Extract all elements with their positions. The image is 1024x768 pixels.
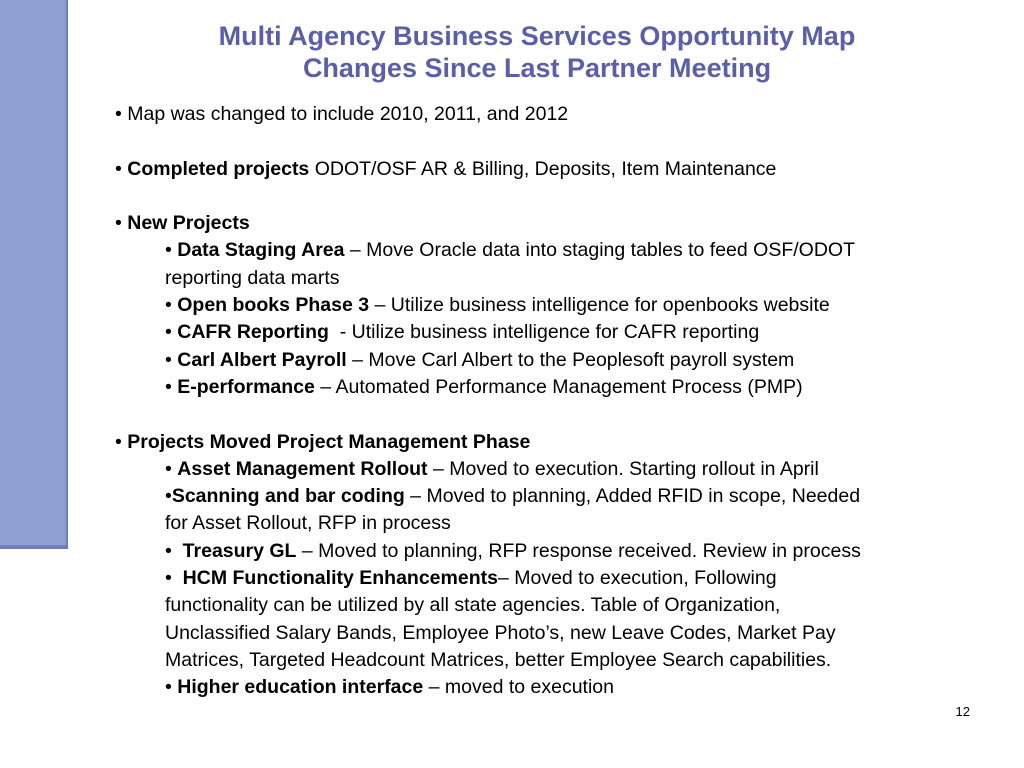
title-line-1: Multi Agency Business Services Opportunity Map [218, 21, 856, 51]
bullet-label: Higher education interface [177, 676, 424, 699]
sub-bullet-e-performance [115, 374, 995, 401]
bullet-text: ODOT/OSF AR & Billing, Deposits, Item Maintenance [309, 157, 777, 180]
bullet-glyph: • [165, 485, 172, 508]
sub-bullet-open-books [115, 292, 995, 319]
bullet-label: Carl Albert Payroll [177, 348, 347, 371]
bullet-glyph: • [165, 239, 178, 262]
bullet-text: – Move Carl Albert to the Peoplesoft payroll system [346, 348, 795, 371]
sub-bullet-higher-education [115, 674, 995, 701]
sub-bullet-hcm-cont-1: functionality can be utilized by all state agencies. Table of Organization, [165, 594, 781, 617]
slide-title [100, 20, 974, 84]
bullet-text: – Automated Performance Management Process (PMP) [314, 375, 803, 398]
bullet-glyph: • [115, 157, 128, 180]
bullet-label: Asset Management Rollout [177, 457, 428, 480]
sub-bullet-scanning-cont: for Asset Rollout, RFP in process [165, 512, 451, 535]
sub-bullet-hcm-cont-2: Unclassified Salary Bands, Employee Photo’s, new Leave Codes, Market Pay [165, 621, 836, 644]
bullet-label: Scanning and bar coding [171, 485, 405, 508]
bullet-glyph: • [165, 321, 178, 344]
bullet-text: – Move Oracle data into staging tables to feed OSF/ODOT [344, 239, 855, 262]
bullet-projects-moved [115, 429, 995, 456]
bullet-glyph: • [115, 212, 128, 235]
bullet-text: – moved to execution [423, 676, 615, 699]
sub-bullet-treasury-gl [115, 538, 995, 565]
bullet-new-projects [115, 210, 995, 237]
side-accent-bar [0, 0, 68, 545]
sub-bullet-hcm-cont-3: Matrices, Targeted Headcount Matrices, better Employee Search capabilities. [165, 648, 832, 671]
bullet-map-change: • Map was changed to include 2010, 2011, and 2012 [115, 103, 569, 125]
bullet-glyph: • [165, 294, 178, 317]
bullet-text: – Moved to planning, Added RFID in scope, Needed [404, 485, 861, 508]
spacer [115, 401, 995, 428]
bullet-label: E-performance [177, 375, 315, 398]
bullet-glyph: • [165, 457, 178, 480]
side-accent-line [66, 0, 68, 549]
bullet-glyph: • [115, 430, 128, 453]
bullet-glyph: • [165, 567, 183, 590]
bullet-glyph: • [165, 375, 178, 398]
bullet-glyph: • [165, 539, 183, 562]
spacer [115, 128, 995, 155]
bullet-label: CAFR Reporting [177, 321, 329, 344]
slide-content [115, 101, 995, 702]
bullet-label: Completed projects [127, 157, 310, 180]
bullet-completed-projects [115, 156, 995, 183]
bullet-glyph: • [165, 676, 178, 699]
sub-bullet-asset-management [115, 456, 995, 483]
bullet-text: – Utilize business intelligence for openbooks website [369, 294, 830, 317]
page-number: 12 [955, 704, 970, 719]
bullet-text: – Moved to planning, RFP response received. Review in process [296, 539, 861, 562]
sub-bullet-data-staging [115, 237, 995, 264]
spacer [115, 183, 995, 210]
bullet-glyph: • [165, 348, 178, 371]
side-accent-edge [0, 545, 68, 549]
sub-bullet-carl-albert [115, 347, 995, 374]
bullet-text: – Moved to execution. Starting rollout in April [427, 457, 819, 480]
sub-bullet-cafr [115, 319, 995, 346]
bullet-label: New Projects [127, 212, 250, 235]
bullet-label: Treasury GL [182, 539, 297, 562]
bullet-text: - Utilize business intelligence for CAFR reporting [328, 321, 760, 344]
title-line-2: Changes Since Last Partner Meeting [302, 53, 772, 83]
bullet-text: – Moved to execution, Following [497, 567, 777, 590]
bullet-label: HCM Functionality Enhancements [182, 567, 498, 590]
sub-bullet-data-staging-cont: reporting data marts [165, 266, 340, 289]
bullet-label: Open books Phase 3 [177, 294, 370, 317]
sub-bullet-hcm [115, 565, 995, 592]
bullet-label: Data Staging Area [177, 239, 345, 262]
bullet-label: Projects Moved Project Management Phase [127, 430, 531, 453]
sub-bullet-scanning [115, 483, 995, 510]
